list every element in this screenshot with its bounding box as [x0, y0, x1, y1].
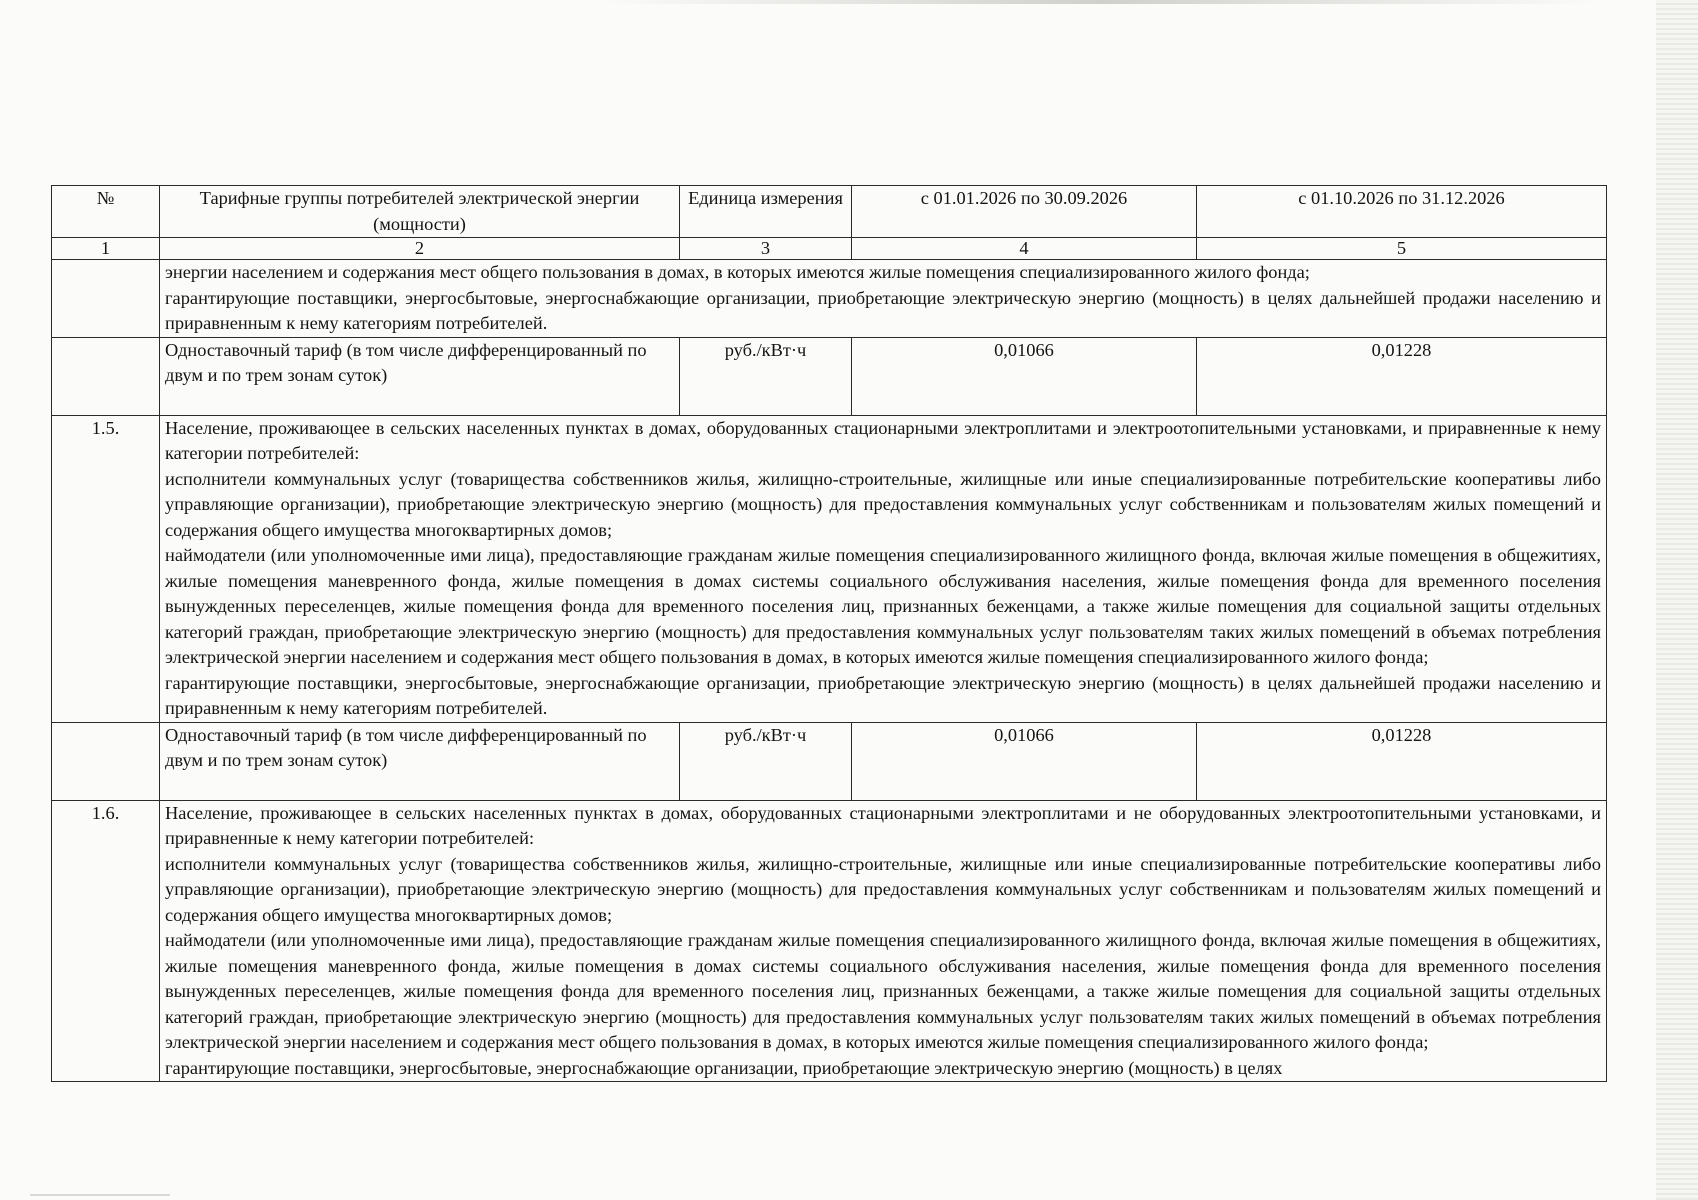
header-period-2: с 01.10.2026 по 31.12.2026: [1197, 186, 1607, 238]
rate-value-period-2: 0,01228: [1197, 337, 1607, 415]
column-number: 4: [852, 238, 1197, 260]
description-paragraph: наймодатели (или уполномоченные ими лица), предоставляющие гражданам жилые помещения специализированного жилищного фонда, включая жилые помещения в общежитиях, жилые помещения маневренного фонда, жилые помещения в домах системы социального обслуживания населения, жилые помещения фонда для временного поселения вынужденных переселенцев, жилые помещения фонда для временного поселения лиц, признанных беженцами, а также жилые помещения для социальной защиты отдельных категорий граждан, приобретающие электрическую энергию (мощность) для предоставления коммунальных услуг пользователям таких жилых помещений в объемах потребления электрической энергии населением и содержания мест общего пользования в домах, в которых имеются жилые помещения специализированного жилого фонда;: [165, 545, 1601, 667]
column-number: 5: [1197, 238, 1607, 260]
section-description: [160, 415, 1607, 722]
rate-unit: руб./кВт·ч: [680, 337, 852, 415]
rate-unit: руб./кВт·ч: [680, 722, 852, 800]
row-number-empty: [52, 260, 160, 338]
header-row: [52, 186, 1607, 238]
rate-value-period-2: 0,01228: [1197, 722, 1607, 800]
description-paragraph: гарантирующие поставщики, энергосбытовые, энергоснабжающие организации, приобретающие электрическую энергию (мощность) в целях: [165, 1057, 1283, 1078]
tariff-table: [51, 185, 1607, 1082]
description-paragraph: энергии населением и содержания мест общего пользования в домах, в которых имеются жилые помещения специализированного жилого фонда;: [165, 262, 1310, 282]
row-number: 1.5.: [52, 415, 160, 722]
description-paragraph: исполнители коммунальных услуг (товарищества собственников жилья, жилищно-строительные, жилищные или иные специализированные потребительские кооперативы либо управляющие организации), приобретающие электрическую энергию (мощность) для предоставления коммунальных услуг собственникам и пользователям жилых помещений и содержания общего имущества многоквартирных домов;: [165, 853, 1601, 925]
column-number: 2: [160, 238, 680, 260]
description-paragraph: Население, проживающее в сельских населенных пунктах в домах, оборудованных стационарными электроплитами и не оборудованных электроотопительными установками, и приравненные к нему категории потребителей:: [165, 802, 1601, 848]
rate-label: Одноставочный тариф (в том числе дифференцированный по двум и по трем зонам суток): [160, 337, 680, 415]
column-number: 3: [680, 238, 852, 260]
section-description: [160, 260, 1607, 338]
rate-row: [52, 722, 1607, 800]
header-unit: Единица измерения: [680, 186, 852, 238]
rate-value-period-1: 0,01066: [852, 722, 1197, 800]
row-number: 1.6.: [52, 800, 160, 1082]
header-period-1: с 01.01.2026 по 30.09.2026: [852, 186, 1197, 238]
section-row-1-5: [52, 415, 1607, 722]
section-row-1-6: [52, 800, 1607, 1082]
row-number-empty: [52, 337, 160, 415]
rate-value-period-1: 0,01066: [852, 337, 1197, 415]
header-tariff-groups: Тарифные группы потребителей электрической энергии (мощности): [160, 186, 680, 238]
row-number-empty: [52, 722, 160, 800]
scan-artifact-top: [600, 0, 1600, 4]
description-paragraph: гарантирующие поставщики, энергосбытовые, энергоснабжающие организации, приобретающие электрическую энергию (мощность) в целях дальнейшей продажи населению и приравненным к нему категориям потребителей.: [165, 287, 1601, 333]
description-paragraph: Население, проживающее в сельских населенных пунктах в домах, оборудованных стационарными электроплитами и электроотопительными установками, и приравненные к нему категории потребителей:: [165, 417, 1601, 463]
column-number-row: [52, 238, 1607, 260]
column-number: 1: [52, 238, 160, 260]
description-paragraph: гарантирующие поставщики, энергосбытовые, энергоснабжающие организации, приобретающие электрическую энергию (мощность) в целях дальнейшей продажи населению и приравненным к нему категориям потребителей.: [165, 672, 1601, 718]
description-paragraph: наймодатели (или уполномоченные ими лица), предоставляющие гражданам жилые помещения специализированного жилищного фонда, включая жилые помещения в общежитиях, жилые помещения маневренного фонда, жилые помещения в домах системы социального обслуживания населения, жилые помещения фонда для временного поселения вынужденных переселенцев, жилые помещения фонда для временного поселения лиц, признанных беженцами, а также жилые помещения для социальной защиты отдельных категорий граждан, приобретающие электрическую энергию (мощность) для предоставления коммунальных услуг пользователям таких жилых помещений в объемах потребления электрической энергии населением и содержания мест общего пользования в домах, в которых имеются жилые помещения специализированного жилого фонда;: [165, 930, 1601, 1052]
scan-artifact-mark: [30, 1194, 170, 1196]
rate-row: [52, 337, 1607, 415]
description-paragraph: исполнители коммунальных услуг (товарищества собственников жилья, жилищно-строительные, жилищные или иные специализированные потребительские кооперативы либо управляющие организации), приобретающие электрическую энергию (мощность) для предоставления коммунальных услуг собственникам и пользователям жилых помещений и содержания общего имущества многоквартирных домов;: [165, 468, 1601, 540]
header-number: №: [52, 186, 160, 238]
section-description: [160, 800, 1607, 1082]
scan-artifact-edge: [1656, 0, 1698, 1200]
rate-label: Одноставочный тариф (в том числе дифференцированный по двум и по трем зонам суток): [160, 722, 680, 800]
continued-section-row: [52, 260, 1607, 338]
